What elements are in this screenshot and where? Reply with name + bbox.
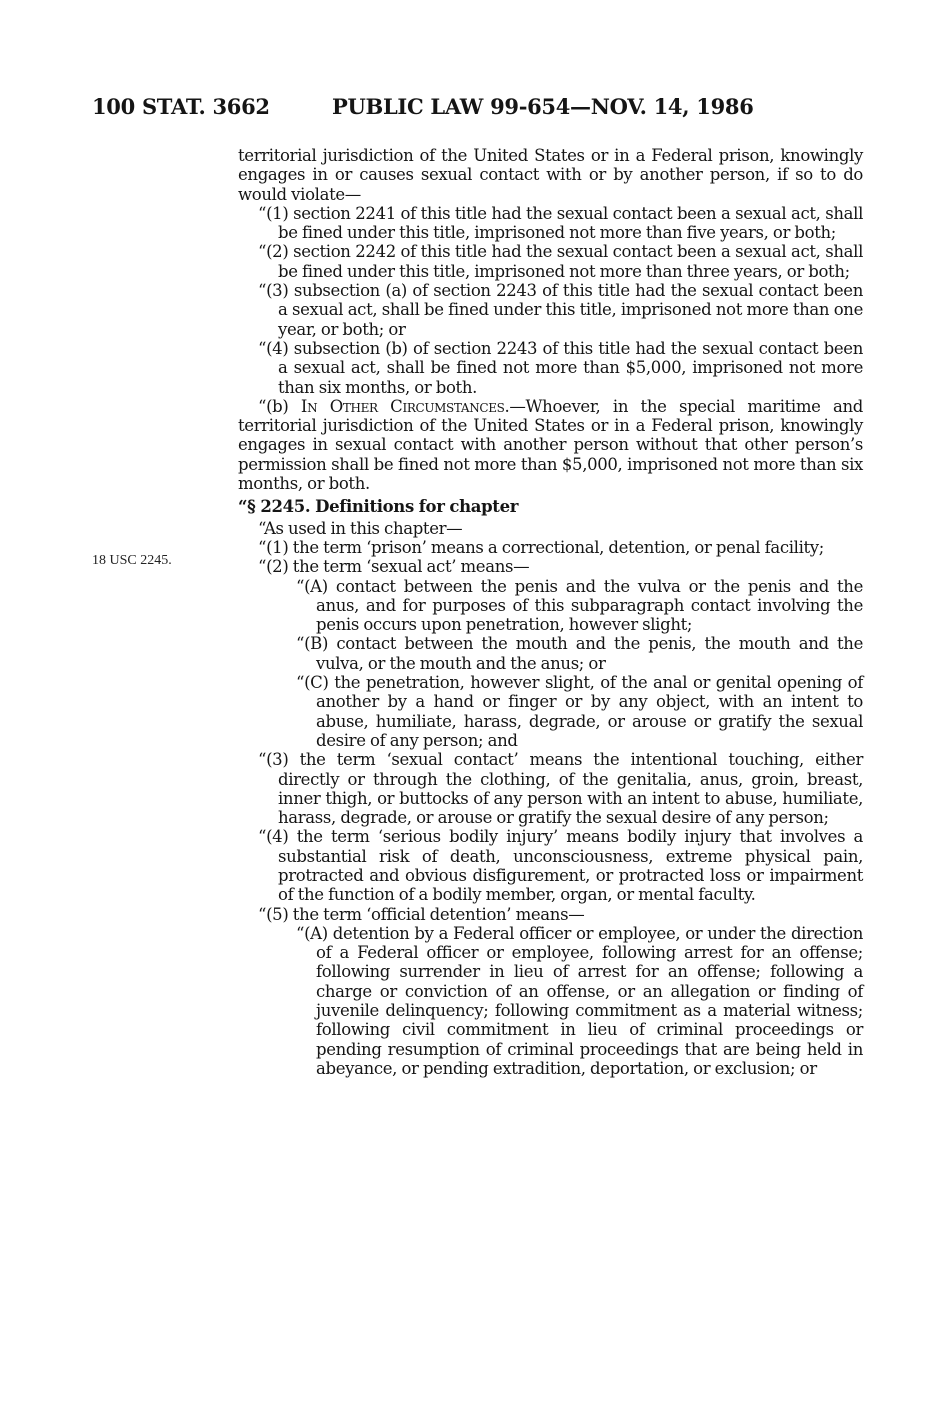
- paragraph-a1: “(1) section 2241 of this title had the sexual contact been a sexual act, shall be fined under this title, imprisoned not more than five years, or both;: [258, 203, 863, 243]
- definition-5a: “(A) detention by a Federal officer or employee, or under the direction of a Federal officer or employee, following arrest for an offense; following surrender in lieu of arrest for an offense; following a charge or conviction of an offense, or an allegation or finding of juvenile delinquency; following commitment as a material witness; following civil commitment in lieu of criminal proceedings or pending resumption of criminal proceedings that are being held in abeyance, or pending extradition, deportation, or exclusion; or: [296, 923, 863, 1078]
- paragraph-a2: “(2) section 2242 of this title had the sexual contact been a sexual act, shall be fined under this title, imprisoned not more than three years, or both;: [258, 242, 863, 281]
- stat-reference: 100 STAT. 3662: [92, 94, 270, 119]
- subsection-b: [238, 397, 863, 493]
- definition-3: “(3) the term ‘sexual contact’ means the intentional touching, either directly or through the clothing, of the genitalia, anus, groin, breast, inner thigh, or buttocks of any person with an intent to abuse, humiliate, harass, degrade, or arouse or gratify the sexual desire of any person;: [258, 750, 863, 828]
- definition-5: “(5) the term ‘official detention’ means—: [258, 904, 585, 924]
- usc-margin-note: 18 USC 2245.: [92, 553, 172, 568]
- statute-body: [238, 146, 863, 1078]
- definition-2a: “(A) contact between the penis and the vulva or the penis and the anus, and for purposes of this subparagraph contact involving the penis occurs upon penetration, however slight;: [296, 576, 863, 635]
- definition-1: “(1) the term ‘prison’ means a correctional, detention, or penal facility;: [258, 537, 824, 557]
- section-2245-heading: “§ 2245. Definitions for chapter: [238, 497, 519, 517]
- definition-4: “(4) the term ‘serious bodily injury’ means bodily injury that involves a substantial risk of death, unconsciousness, extreme physical pain, protracted and obvious disfigurement, or protracted loss or impairment of the function of a bodily member, organ, or mental faculty.: [258, 827, 863, 905]
- subsection-b-text: —Whoever, in the special maritime and territorial jurisdiction of the United States or in a Federal prison, knowingly engages in sexual contact with another person without that other person’s permission shall be fined not more than $5,000, imprisoned not more than six months, or both.: [238, 396, 863, 494]
- subsection-b-label: “(b): [258, 396, 301, 416]
- as-used-line: “As used in this chapter—: [258, 518, 463, 538]
- law-title: PUBLIC LAW 99-654—NOV. 14, 1986: [332, 94, 754, 119]
- definition-2: “(2) the term ‘sexual act’ means—: [258, 557, 530, 577]
- intro-paragraph: territorial jurisdiction of the United States or in a Federal prison, knowingly engages in or causes sexual contact with or by another person, if so to do would violate—: [238, 146, 863, 204]
- paragraph-a3: “(3) subsection (a) of section 2243 of this title had the sexual contact been a sexual act, shall be fined under this title, imprisoned not more than one year, or both; or: [258, 281, 863, 339]
- definition-2c: “(C) the penetration, however slight, of the anal or genital opening of another by a hand or finger or by any object, with an intent to abuse, humiliate, harass, degrade, or arouse or gratify the sexual desire of any person; and: [296, 673, 863, 750]
- subsection-b-heading: In Other Circumstances.: [300, 396, 510, 416]
- definition-2b: “(B) contact between the mouth and the penis, the mouth and the vulva, or the mouth and the anus; or: [296, 634, 863, 673]
- paragraph-a4: “(4) subsection (b) of section 2243 of this title had the sexual contact been a sexual act, shall be fined not more than $5,000, imprisoned not more than six months, or both.: [258, 338, 863, 397]
